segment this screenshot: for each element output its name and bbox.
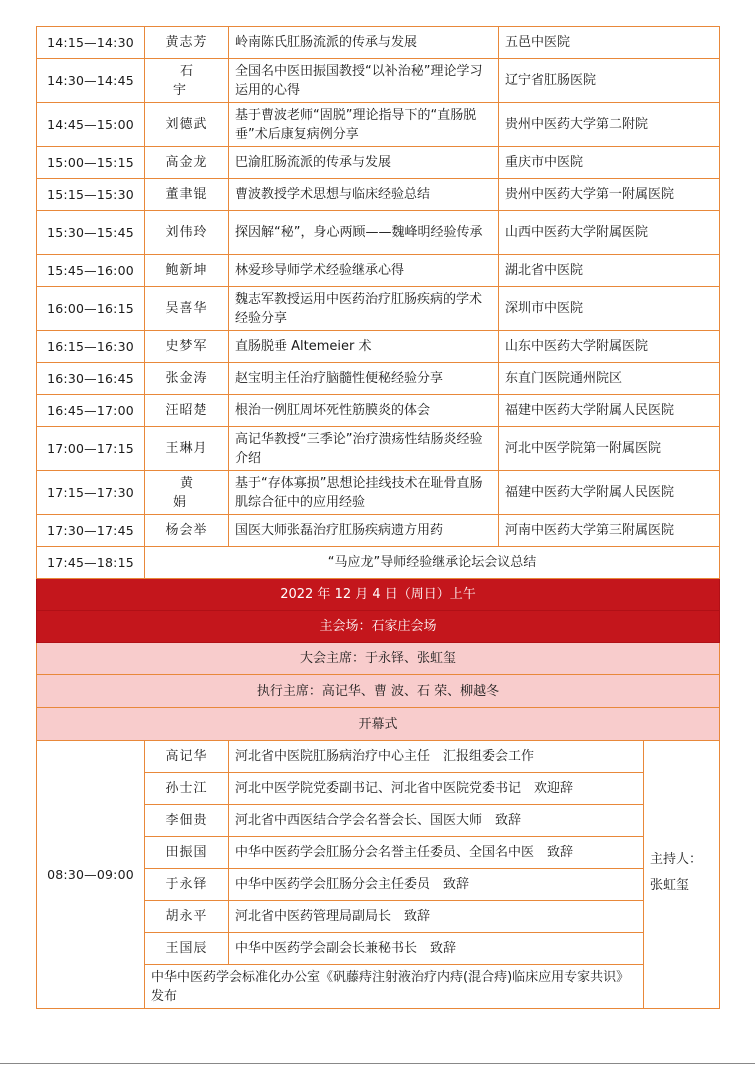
session-org: 河南中医药大学第三附属医院: [499, 515, 720, 547]
session-speaker: 石 宇: [145, 59, 229, 103]
session-topic: 曹波教授学术思想与临床经验总结: [229, 179, 499, 211]
session-topic: 基于“存体寡损”思想论挂线技术在耻骨直肠肌综合征中的应用经验: [229, 471, 499, 515]
opening-speaker: 于永铎: [145, 869, 229, 901]
session-time: 16:30—16:45: [37, 363, 145, 395]
session-row: [37, 59, 720, 103]
consensus-release: 中华中医药学会标准化办公室《矾藤痔注射液治疗内痔(混合痔)临床应用专家共识》发布: [145, 965, 644, 1009]
opening-speaker-desc: 河北省中医药管理局副局长 致辞: [229, 901, 644, 933]
session-time: 15:45—16:00: [37, 255, 145, 287]
session-org: 山西中医药大学附属医院: [499, 211, 720, 255]
session-speaker: 鲍新坤: [145, 255, 229, 287]
opening-speaker-desc: 河北中医学院党委副书记、河北省中医院党委书记 欢迎辞: [229, 773, 644, 805]
session-topic: 赵宝明主任治疗脑髓性便秘经验分享: [229, 363, 499, 395]
session-speaker: 杨会举: [145, 515, 229, 547]
session-topic: 巴渝肛肠流派的传承与发展: [229, 147, 499, 179]
session-speaker: 黄志芳: [145, 27, 229, 59]
session-row: [37, 395, 720, 427]
session-org: 福建中医药大学附属人民医院: [499, 395, 720, 427]
session-topic: 探因解“秘”，身心两顾——魏峰明经验传承: [229, 211, 499, 255]
opening-speaker: 孙士江: [145, 773, 229, 805]
opening-speaker-desc: 中华中医药学会副会长兼秘书长 致辞: [229, 933, 644, 965]
session-speaker: 汪昭楚: [145, 395, 229, 427]
venue-row: [37, 611, 720, 643]
opening-speaker-desc: 河北省中西医结合学会名誉会长、国医大师 致辞: [229, 805, 644, 837]
session-time: 16:15—16:30: [37, 331, 145, 363]
session-speaker: 王琳月: [145, 427, 229, 471]
session-time: 14:15—14:30: [37, 27, 145, 59]
closing-time: 17:45—18:15: [37, 547, 145, 579]
session-speaker: 史梦军: [145, 331, 229, 363]
session-org: 五邑中医院: [499, 27, 720, 59]
session-topic: 岭南陈氏肛肠流派的传承与发展: [229, 27, 499, 59]
session-row: [37, 331, 720, 363]
session-row: [37, 103, 720, 147]
session-topic: 高记华教授“三季论”治疗溃疡性结肠炎经验介绍: [229, 427, 499, 471]
session-topic: 根治一例肛周坏死性筋膜炎的体会: [229, 395, 499, 427]
session-speaker: 张金涛: [145, 363, 229, 395]
opening-speaker: 李佃贵: [145, 805, 229, 837]
opening-row: [37, 708, 720, 741]
opening-speaker-desc: 中华中医药学会肛肠分会名誉主任委员、全国名中医 致辞: [229, 837, 644, 869]
session-org: 辽宁省肛肠医院: [499, 59, 720, 103]
session-row: [37, 179, 720, 211]
session-speaker: 黄 娟: [145, 471, 229, 515]
session-org: 东直门医院通州院区: [499, 363, 720, 395]
session-time: 15:30—15:45: [37, 211, 145, 255]
page-bottom-edge: [0, 1063, 755, 1077]
session-org: 贵州中医药大学第一附属医院: [499, 179, 720, 211]
schedule-table: [36, 26, 720, 1009]
session-time: 14:45—15:00: [37, 103, 145, 147]
host-cell: [644, 741, 720, 1009]
exec-chairs-row: [37, 675, 720, 708]
session-org: 湖北省中医院: [499, 255, 720, 287]
session-row: [37, 515, 720, 547]
session-time: 15:00—15:15: [37, 147, 145, 179]
opening-speaker: 胡永平: [145, 901, 229, 933]
opening-speaker: 高记华: [145, 741, 229, 773]
opening-speaker: 王国辰: [145, 933, 229, 965]
session-time: 16:45—17:00: [37, 395, 145, 427]
day-header-row: [37, 579, 720, 611]
session-org: 福建中医药大学附属人民医院: [499, 471, 720, 515]
day-header: 2022 年 12 月 4 日（周日）上午: [37, 579, 720, 611]
host-name: 张虹玺: [650, 878, 690, 893]
opening-speaker: 田振国: [145, 837, 229, 869]
session-speaker: 刘德武: [145, 103, 229, 147]
session-speaker: 刘伟玲: [145, 211, 229, 255]
session-row: [37, 147, 720, 179]
opening-speaker-desc: 中华中医药学会肛肠分会主任委员 致辞: [229, 869, 644, 901]
session-row: [37, 471, 720, 515]
closing-text: “马应龙”导师经验继承论坛会议总结: [145, 547, 720, 579]
venue: 主会场：石家庄会场: [37, 611, 720, 643]
speaker-row: [37, 741, 720, 773]
session-row: [37, 255, 720, 287]
session-time: 17:15—17:30: [37, 471, 145, 515]
session-row: [37, 287, 720, 331]
session-speaker: 吴喜华: [145, 287, 229, 331]
schedule-body: [37, 27, 720, 1009]
session-time: 14:30—14:45: [37, 59, 145, 103]
session-topic: 全国名中医田振国教授“以补治秘”理论学习运用的心得: [229, 59, 499, 103]
opening: 开幕式: [37, 708, 720, 741]
session-time: 15:15—15:30: [37, 179, 145, 211]
session-org: 深圳市中医院: [499, 287, 720, 331]
opening-speaker-desc: 河北省中医院肛肠病治疗中心主任 汇报组委会工作: [229, 741, 644, 773]
session-topic: 林爱珍导师学术经验继承心得: [229, 255, 499, 287]
session-topic: 国医大师张磊治疗肛肠疾病遗方用药: [229, 515, 499, 547]
session-topic: 直肠脱垂 Altemeier 术: [229, 331, 499, 363]
session-org: 重庆市中医院: [499, 147, 720, 179]
opening-time: 08:30—09:00: [37, 741, 145, 1009]
chairs-row: [37, 643, 720, 675]
host-label: 主持人：: [650, 852, 703, 867]
session-time: 17:00—17:15: [37, 427, 145, 471]
chairs: 大会主席：于永铎、张虹玺: [37, 643, 720, 675]
session-speaker: 高金龙: [145, 147, 229, 179]
session-org: 贵州中医药大学第二附院: [499, 103, 720, 147]
session-speaker: 董聿锟: [145, 179, 229, 211]
session-org: 山东中医药大学附属医院: [499, 331, 720, 363]
exec-chairs: 执行主席：高记华、曹 波、石 荣、柳越冬: [37, 675, 720, 708]
session-time: 17:30—17:45: [37, 515, 145, 547]
session-row: [37, 27, 720, 59]
session-row: [37, 211, 720, 255]
session-row: [37, 363, 720, 395]
session-row: [37, 427, 720, 471]
session-time: 16:00—16:15: [37, 287, 145, 331]
session-org: 河北中医学院第一附属医院: [499, 427, 720, 471]
closing-row: [37, 547, 720, 579]
session-topic: 基于曹波老师“固脱”理论指导下的“直肠脱垂”术后康复病例分享: [229, 103, 499, 147]
session-topic: 魏志军教授运用中医药治疗肛肠疾病的学术经验分享: [229, 287, 499, 331]
